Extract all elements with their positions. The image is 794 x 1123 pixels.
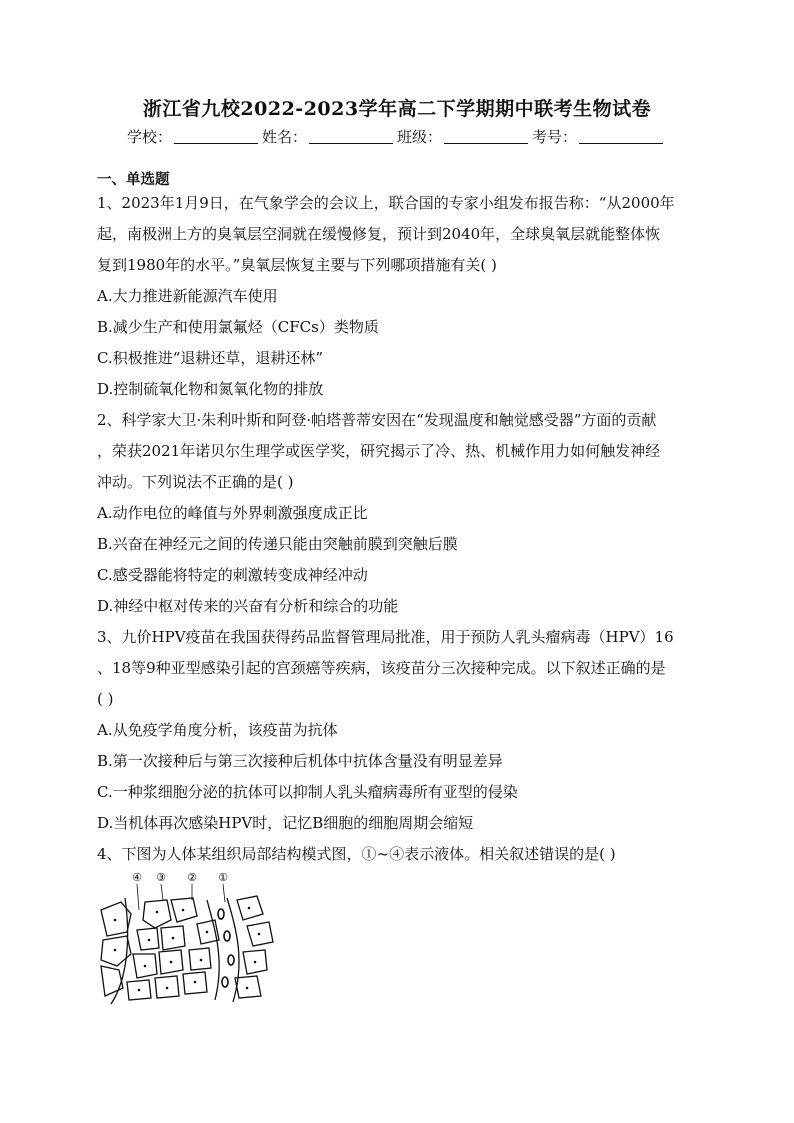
question-line: ( ) [97, 690, 114, 708]
exam-title: 浙江省九校2022-2023学年高二下学期期中联考生物试卷 [142, 98, 652, 120]
question-line: 1、2023年1月9日，在气象学会的会议上，联合国的专家小组发布报告称：“从2000年 [97, 194, 675, 212]
name-label: 姓名： [261, 128, 307, 146]
option-line: B.减少生产和使用氯氟烃（CFCs）类物质 [97, 318, 379, 336]
option-line: D.控制硫氧化物和氮氧化物的排放 [97, 380, 324, 398]
school-blank[interactable] [174, 129, 258, 144]
question-line: 2、科学家大卫·朱利叶斯和阿登·帕塔普蒂安因在“发现温度和触觉感受器”方面的贡献 [97, 411, 657, 429]
option-line: A.动作电位的峰值与外界刺激强度成正比 [97, 504, 368, 522]
tissue-diagram-svg [97, 870, 277, 1005]
label-3: ③ [156, 871, 166, 884]
option-line: D.当机体再次感染HPV时，记忆B细胞的细胞周期会缩短 [97, 814, 474, 832]
label-4: ④ [132, 871, 142, 884]
option-line: A.从免疫学角度分析，该疫苗为抗体 [97, 721, 338, 739]
question-line: 4、下图为人体某组织局部结构模式图，①~④表示液体。相关叙述错误的是( ) [97, 845, 616, 863]
name-blank[interactable] [309, 129, 393, 144]
section-heading: 一、单选题 [97, 171, 170, 188]
label-1: ① [218, 871, 228, 884]
pointer-lines [137, 884, 225, 910]
option-line: C.一种浆细胞分泌的抗体可以抑制人乳头瘤病毒所有亚型的侵染 [97, 783, 518, 801]
question-line: 、18等9种亚型感染引起的宫颈癌等疾病，该疫苗分三次接种完成。以下叙述正确的是 [97, 659, 666, 677]
option-line: D.神经中枢对传来的兴奋有分析和综合的功能 [97, 597, 399, 615]
question-line: 冲动。下列说法不正确的是( ) [97, 473, 294, 491]
number-label: 考号： [532, 128, 578, 146]
student-info-row [0, 126, 794, 147]
label-2: ② [187, 871, 197, 884]
question-line: 复到1980年的水平。”臭氧层恢复主要与下列哪项措施有关( ) [97, 256, 497, 274]
question-content [97, 188, 697, 870]
question-line: ，荣获2021年诺贝尔生理学或医学奖，研究揭示了冷、热、机械作用力如何触发神经 [97, 442, 661, 460]
number-blank[interactable] [579, 129, 663, 144]
option-line: C.感受器能将特定的刺激转变成神经冲动 [97, 566, 368, 584]
question-line: 3、九价HPV疫苗在我国获得药品监督管理局批准，用于预防人乳头瘤病毒（HPV）16 [97, 628, 674, 646]
class-label: 班级： [397, 128, 443, 146]
option-line: B.兴奋在神经元之间的传递只能由突触前膜到突触后膜 [97, 535, 458, 553]
tissue-structure-diagram [97, 870, 277, 1005]
question-line: 起，南极洲上方的臭氧层空洞就在缓慢修复，预计到2040年，全球臭氧层就能整体恢 [97, 225, 661, 243]
blood-cells [218, 909, 234, 987]
option-line: A.大力推进新能源汽车使用 [97, 287, 278, 305]
school-label: 学校： [126, 128, 172, 146]
option-line: C.积极推进“退耕还草，退耕还林” [97, 349, 324, 367]
option-line: B.第一次接种后与第三次接种后机体中抗体含量没有明显差异 [97, 752, 503, 770]
class-blank[interactable] [444, 129, 528, 144]
